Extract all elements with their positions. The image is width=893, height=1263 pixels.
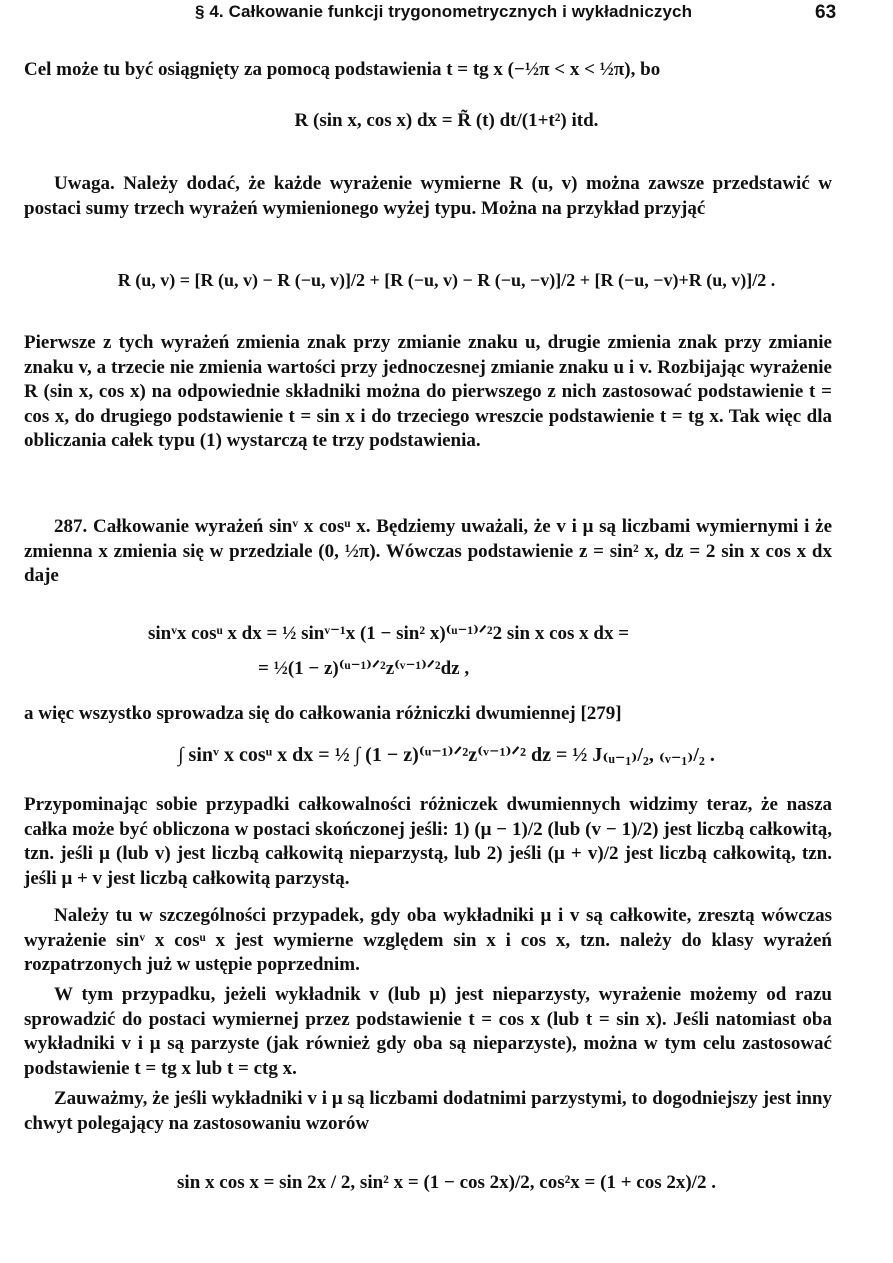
section-title: Całkowanie wyrażeń sinᵛ x cosᵘ x. — [92, 516, 371, 537]
page-number: 63 — [815, 2, 837, 23]
decomposition-formula: R (u, v) = [R (u, v) − R (−u, v)]/2 + [R (−u, v) − R (−u, −v)]/2 + [R (−u, −v)+R (u, v)]/2 . — [117, 270, 776, 290]
even-exponent-paragraph: Zauważmy, że jeśli wykładniki v i μ są liczbami dodatnimi parzystymi, to dogodniejszy jest inny chwyt polegający na zastosowaniu wzorów — [24, 1088, 832, 1134]
recall-paragraph: Przypominając sobie przypadki całkowalności różniczek dwumiennych widzimy teraz, że nasza całka może być obliczona w postaci skończonej jeśli: 1) (μ − 1)/2 (lub (v − 1)/2) jest liczbą całkowitą, tzn. jeśli μ (lub v) jest liczbą całkowitą nieparzystą, lub 2) jeśli (μ + v)/2 jest liczbą całkowitą, tzn. jeśli μ + v jest liczbą całkowitą parzystą. — [24, 794, 832, 889]
section-intro-text: Będziemy uważali, że v i μ są liczbami wymiernymi i że zmienna x zmienia się w przedziale (0, ½π). Wówczas podstawienie z = sin² x, dz = 2 sin x cos x dx daje — [24, 516, 833, 586]
double-angle-formulas: sin x cos x = sin 2x / 2, sin² x = (1 − cos 2x)/2, cos²x = (1 + cos 2x)/2 . — [177, 1172, 716, 1193]
integral-formula: ∫ sinᵛ x cosᵘ x dx = ½ ∫ (1 − z)⁽ᵘ⁻¹⁾ᐟ²z⁽ᵛ⁻¹⁾ᐟ² dz = ½ J₍ᵤ₋₁₎/₂, ₍ᵥ₋₁₎/₂ . — [178, 744, 715, 766]
signs-paragraph: Pierwsze z tych wyrażeń zmienia znak przy zmianie znaku u, drugie zmienia znak przy zmianie znaku v, a trzecie nie zmienia wartości przy jednoczesnej zmianie znaku u i v. Rozbijając wyrażenie R (sin x, cos x) na odpowiednie składniki można do pierwszego z nich zastosować podstawienie t = cos x, do drugiego podstawienie t = sin x i do trzeciego wreszcie podstawienie t = tg x. Tak więc dla obliczania całek typu (1) wystarczą te trzy podstawienia. — [24, 332, 832, 451]
odd-exponent-paragraph: W tym przypadku, jeżeli wykładnik v (lub μ) jest nieparzysty, wyrażenie możemy od razu sprowadzić do postaci wymiernej przez podstawienie t = cos x (lub t = sin x). Jeśli natomiast oba wykładniki v i μ są parzyste (jak również gdy oba są nieparzyste), można w tym celu zastosować podstawienie t = tg x lub t = ctg x. — [24, 984, 832, 1079]
section-number: 287. — [54, 516, 88, 537]
remark-paragraph: Uwaga. Należy dodać, że każde wyrażenie wymierne R (u, v) można zawsze przedstawić w postaci sumy trzech wyrażeń wymienionego wyżej typu. Można na przykład przyjąć — [24, 173, 832, 219]
running-head: § 4. Całkowanie funkcji trygonometrycznych i wykładniczych — [195, 2, 693, 21]
page-header — [0, 2, 893, 28]
section-287 — [24, 515, 832, 589]
substitution-formula: R (sin x, cos x) dx = R̃ (t) dt/(1+t²) itd. — [294, 110, 599, 131]
sin-cos-formula-line1: sinᵛx cosᵘ x dx = ½ sinᵛ⁻¹x (1 − sin² x)⁽ᵘ⁻¹⁾ᐟ²2 sin x cos x dx = — [148, 623, 630, 644]
intro-paragraph: Cel może tu być osiągnięty za pomocą podstawienia t = tg x (−½π < x < ½π), bo — [24, 59, 661, 80]
binomial-paragraph: a więc wszystko sprowadza się do całkowania różniczki dwumiennej [279] — [24, 703, 622, 724]
sin-cos-formula-line2: = ½(1 − z)⁽ᵘ⁻¹⁾ᐟ²z⁽ᵛ⁻¹⁾ᐟ²dz , — [258, 658, 470, 679]
special-case-paragraph: Należy tu w szczególności przypadek, gdy oba wykładniki μ i v są całkowite, zresztą wówczas wyrażenie sinᵛ x cosᵘ x jest wymierne względem sin x i cos x, tzn. należy do klasy wyrażeń rozpatrzonych już w ustępie poprzednim. — [24, 905, 832, 975]
